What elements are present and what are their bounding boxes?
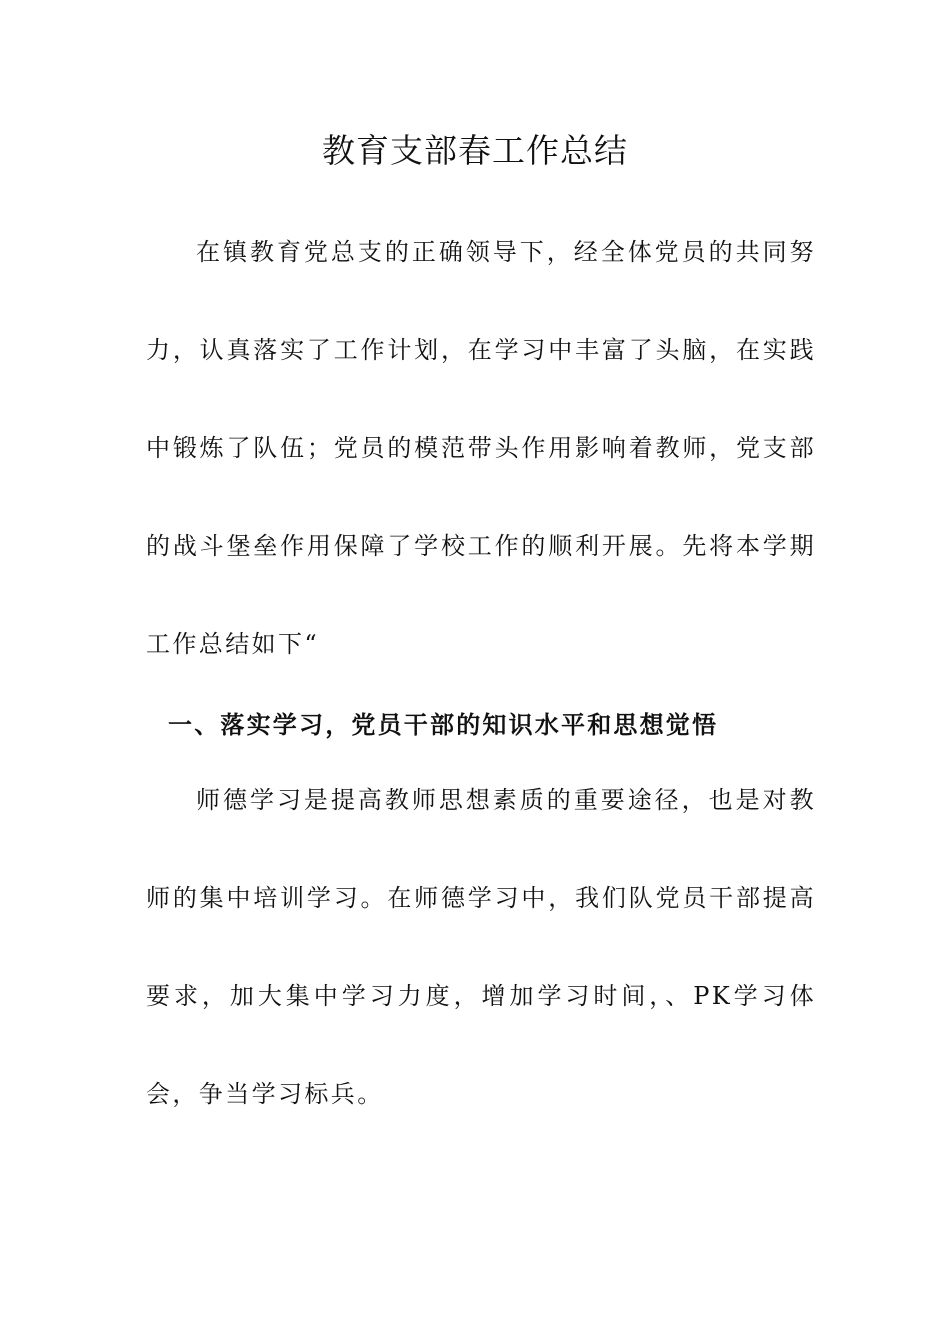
section-paragraph: 师德学习是提高教师思想素质的重要途径，也是对教师的集中培训学习。在师德学习中，我们队党员干部提高要求，加大集中学习力度，增加学习时间，、PK学习体会，争当学习标兵。 bbox=[146, 786, 816, 1108]
section-heading: 一、落实学习，党员干部的知识水平和思想觉悟 bbox=[168, 711, 719, 739]
intro-paragraph: 在镇教育党总支的正确领导下，经全体党员的共同努力，认真落实了工作计划，在学习中丰富了头脑，在实践中锻炼了队伍；党员的模范带头作用影响着教师，党支部的战斗堡垒作用保障了学校工作的顺利开展。先将本学期工作总结如下“ bbox=[146, 238, 816, 658]
document-title: 教育支部春工作总结 bbox=[322, 131, 628, 170]
